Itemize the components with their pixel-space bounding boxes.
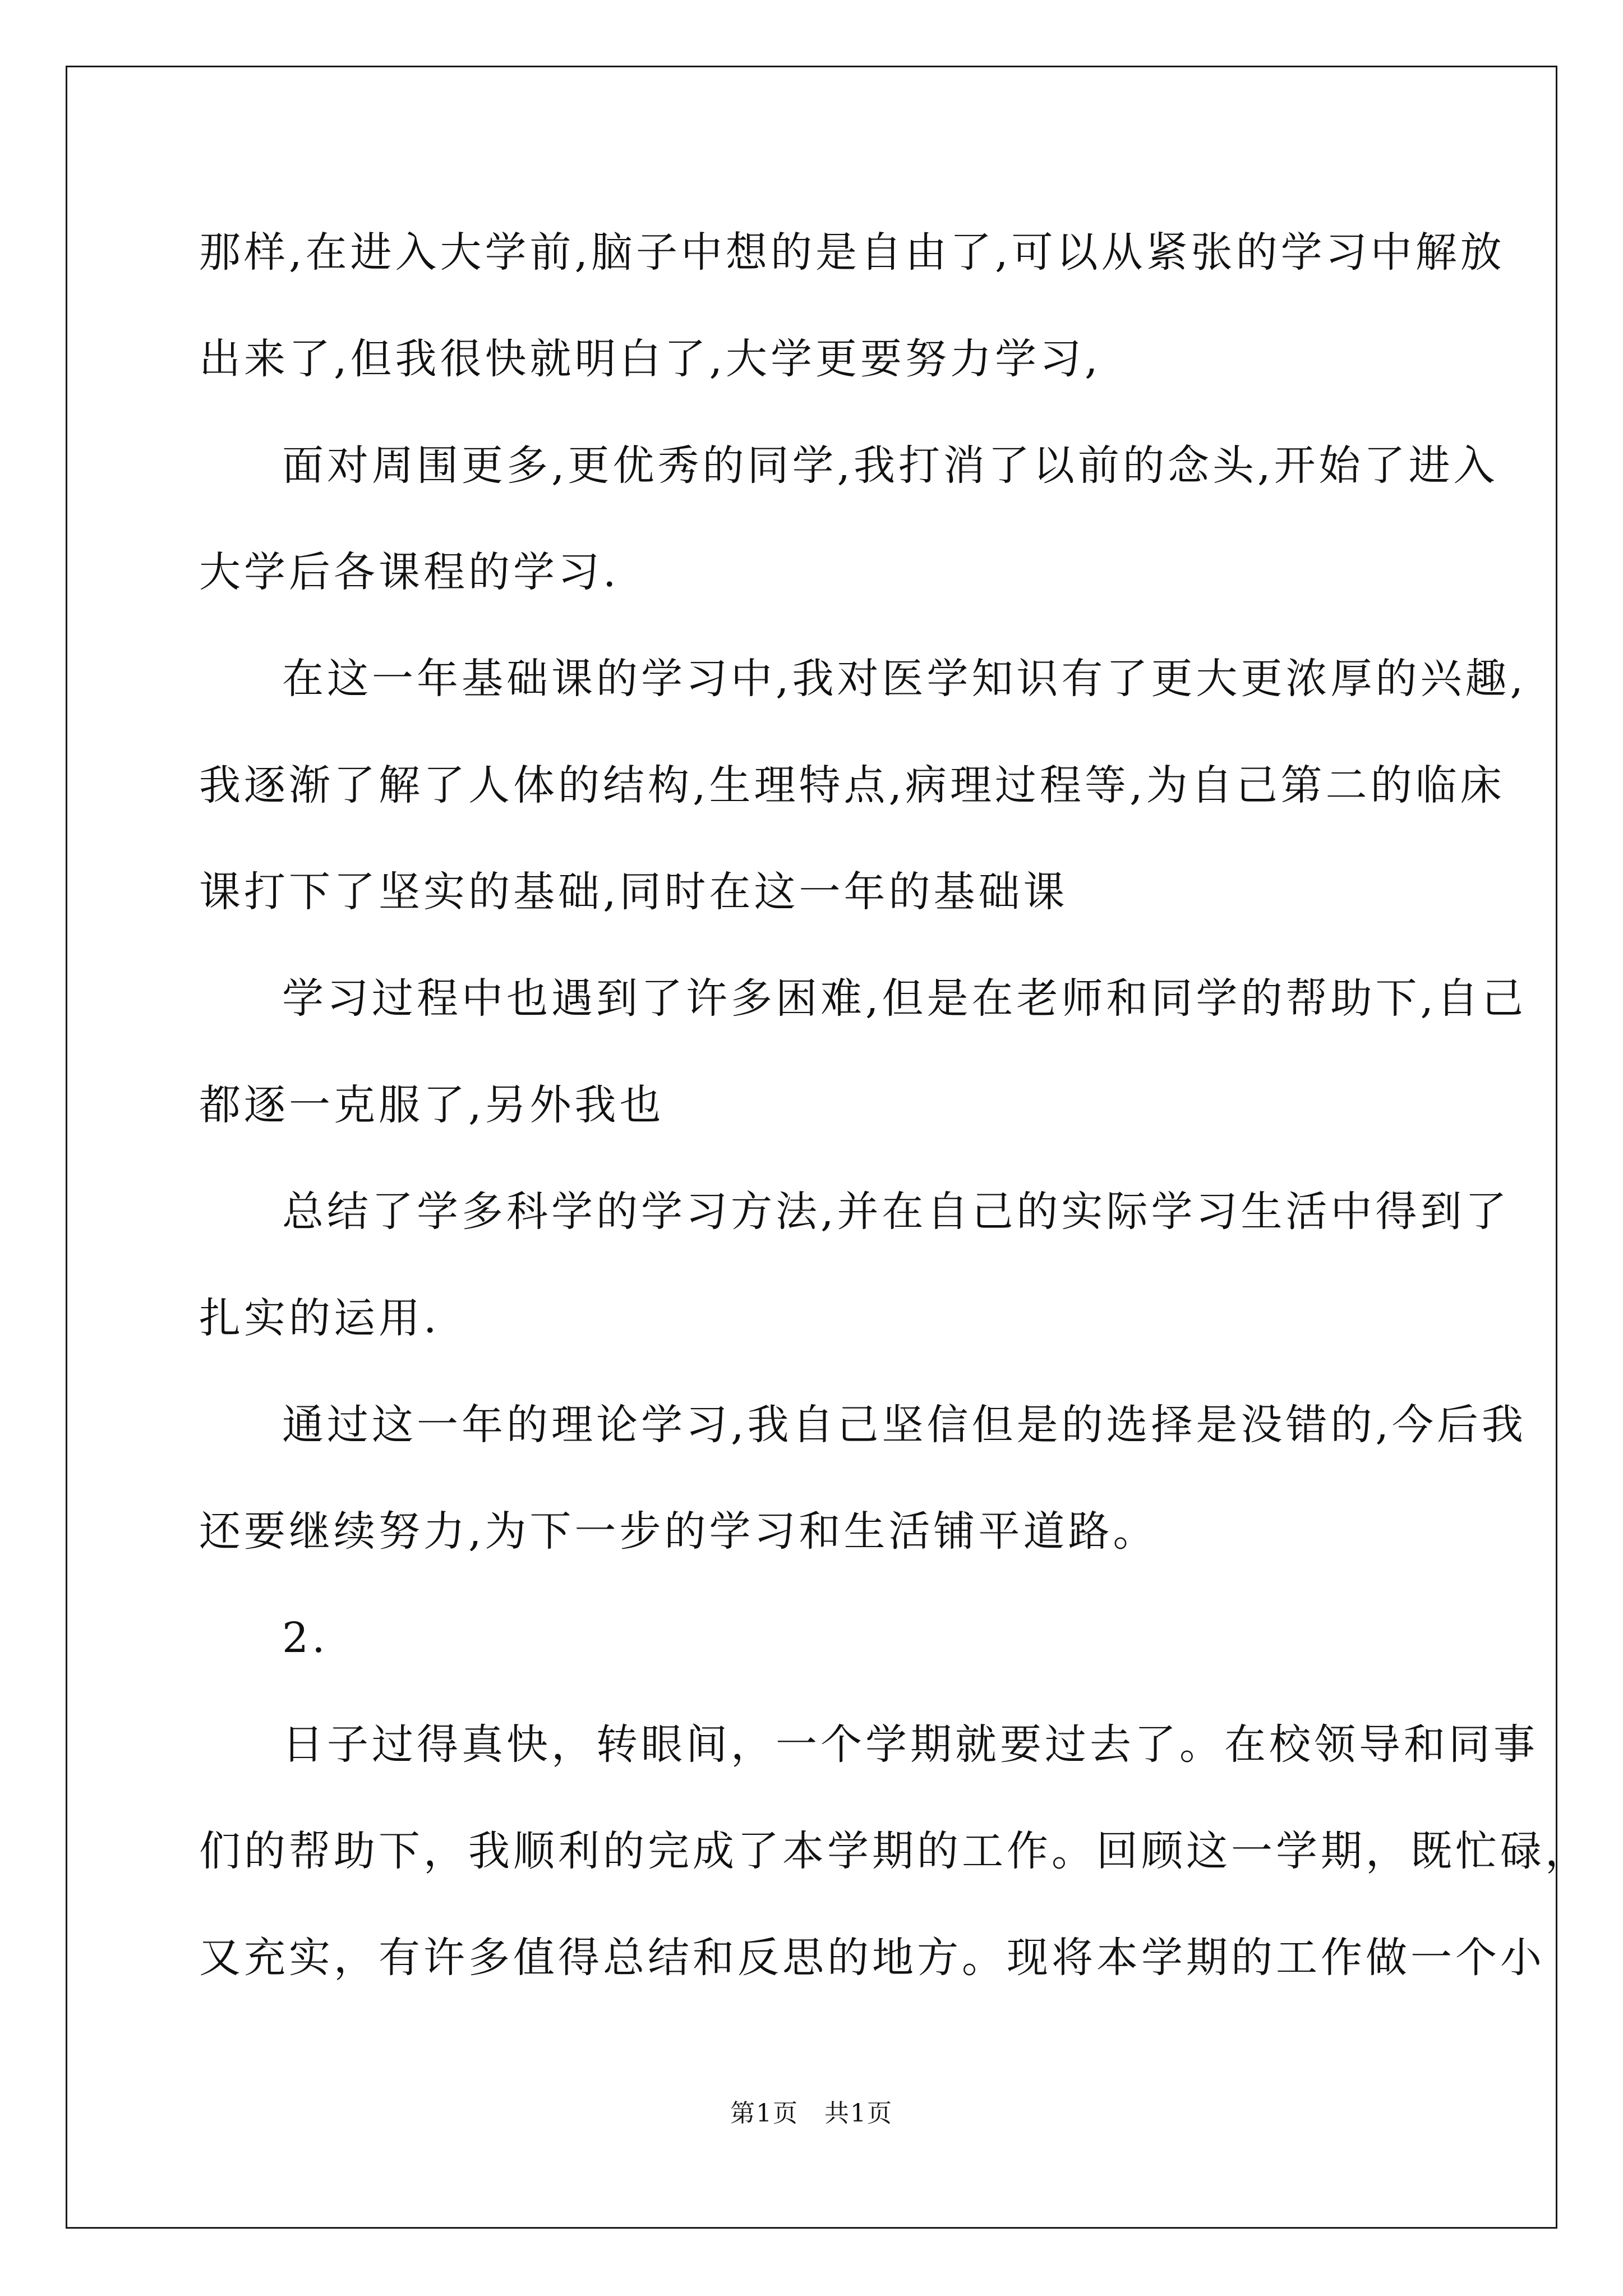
text-line-13: 还要继续努力,为下一步的学习和生活铺平道路。 <box>199 1507 1158 1556</box>
text-line-16: 们的帮助下，我顺利的完成了本学期的工作。回顾这一学期，既忙碌， <box>199 1827 1590 1875</box>
page-footer: 第1页 共1页 <box>730 2099 893 2128</box>
document-body <box>199 222 1590 2033</box>
section-number: 2. <box>282 1614 329 1662</box>
text-line-5: 在这一年基础课的学习中,我对医学知识有了更大更浓厚的兴趣, <box>282 655 1527 703</box>
text-line-10: 总结了学多科学的学习方法,并在自己的实际学习生活中得到了 <box>282 1188 1510 1236</box>
text-line-9: 都逐一克服了,另外我也 <box>199 1081 665 1129</box>
text-line-12: 通过这一年的理论学习,我自己坚信但是的选择是没错的,今后我 <box>282 1401 1527 1449</box>
text-line-17: 又充实，有许多值得总结和反思的地方。现将本学期的工作做一个小 <box>199 1934 1545 1982</box>
text-line-6: 我逐渐了解了人体的结构,生理特点,病理过程等,为自己第二的临床 <box>199 761 1505 809</box>
text-line-11: 扎实的运用. <box>199 1294 440 1342</box>
text-line-8: 学习过程中也遇到了许多困难,但是在老师和同学的帮助下,自己 <box>282 974 1527 1023</box>
text-line-7: 课打下了坚实的基础,同时在这一年的基础课 <box>199 868 1068 916</box>
text-line-3: 面对周围更多,更优秀的同学,我打消了以前的念头,开始了进入 <box>282 441 1498 490</box>
text-line-1: 那样,在进入大学前,脑子中想的是自由了,可以从紧张的学习中解放 <box>199 228 1505 277</box>
text-line-2: 出来了,但我很快就明白了,大学更要努力学习, <box>199 335 1101 383</box>
text-line-4: 大学后各课程的学习. <box>199 548 620 596</box>
text-line-15: 日子过得真快，转眼间，一个学期就要过去了。在校领导和同事 <box>282 1720 1538 1769</box>
